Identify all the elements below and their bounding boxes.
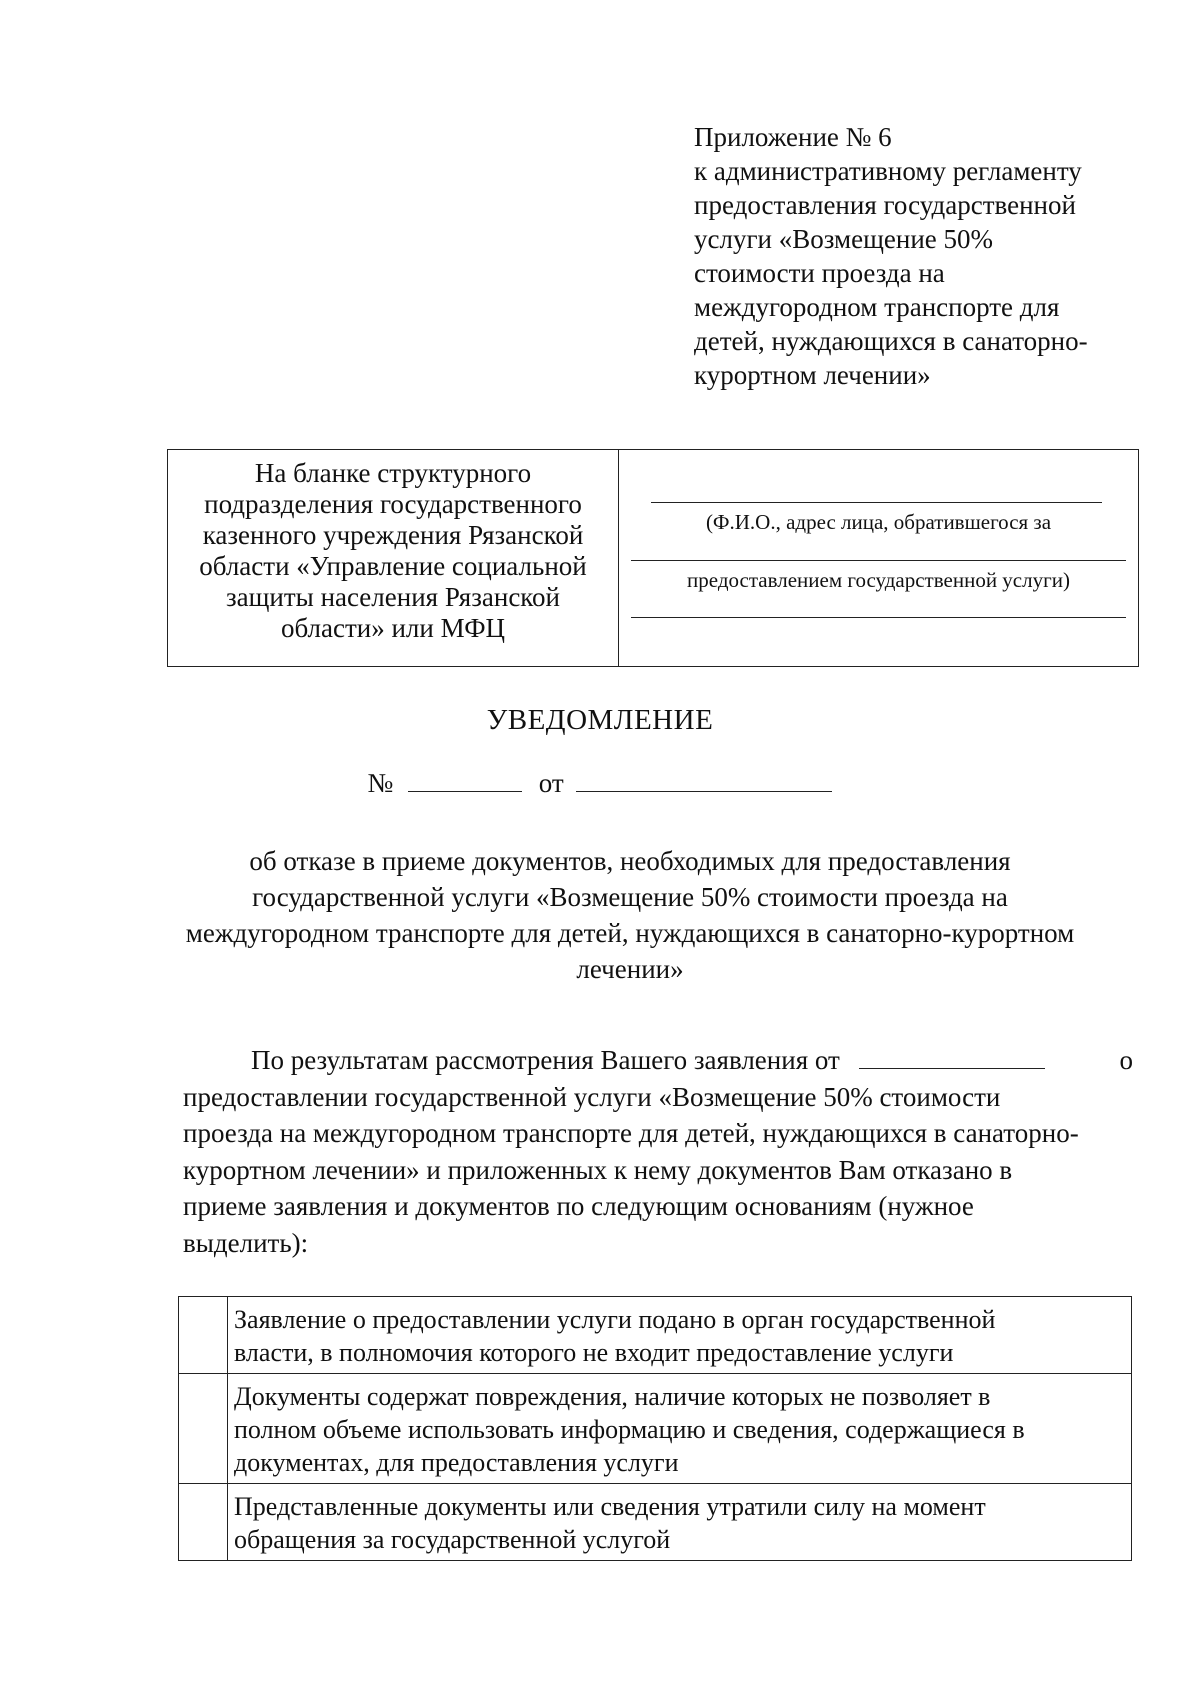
ground-text-cell bbox=[228, 1484, 1132, 1561]
body-text: выделить): bbox=[183, 1227, 309, 1258]
ground-text-cell bbox=[228, 1297, 1132, 1374]
number-label: № bbox=[367, 768, 394, 798]
sender-line: подразделения государственного bbox=[204, 489, 582, 519]
subject-line: лечении» bbox=[576, 954, 684, 984]
date-blank[interactable] bbox=[576, 769, 832, 792]
appendix-line: стоимости проезда на bbox=[694, 258, 945, 288]
sender-line: области «Управление социальной bbox=[199, 551, 587, 581]
ground-text-cell bbox=[228, 1374, 1132, 1484]
appendix-line: к административному регламенту bbox=[694, 156, 1082, 186]
body-line bbox=[183, 1152, 1133, 1189]
body-text: приеме заявления и документов по следующим основаниям (нужное bbox=[183, 1191, 974, 1221]
ground-line: Заявление о предоставлении услуги подано в орган государственной bbox=[234, 1305, 996, 1334]
ground-select-cell[interactable] bbox=[179, 1297, 228, 1374]
recipient-block bbox=[619, 450, 1138, 666]
ground-select-cell[interactable] bbox=[179, 1484, 228, 1561]
appendix-line: курортном лечении» bbox=[694, 360, 931, 390]
body-text: о bbox=[1119, 1045, 1133, 1075]
recipient-fill-line[interactable] bbox=[631, 560, 1126, 561]
body-line bbox=[183, 1225, 1133, 1262]
sender-line: области» или МФЦ bbox=[280, 613, 506, 643]
recipient-cell bbox=[619, 450, 1139, 667]
appendix-line: предоставления государственной bbox=[694, 190, 1076, 220]
sender-cell bbox=[168, 450, 619, 667]
appendix-line: междугородном транспорте для bbox=[694, 292, 1060, 322]
ground-line: власти, в полномочия которого не входит предоставление услуги bbox=[234, 1338, 954, 1367]
date-label: от bbox=[538, 768, 564, 798]
body-line bbox=[183, 1079, 1133, 1116]
ground-line: документах, для предоставления услуги bbox=[234, 1448, 679, 1477]
recipient-caption: предоставлением государственной услуги) bbox=[687, 568, 1070, 592]
body-text: По результатам рассмотрения Вашего заявления от bbox=[251, 1045, 840, 1075]
sender-block bbox=[168, 450, 618, 644]
body-line bbox=[183, 1042, 1133, 1079]
document-title: УВЕДОМЛЕНИЕ bbox=[486, 704, 714, 736]
ground-line: обращения за государственной услугой bbox=[234, 1525, 671, 1554]
subject-block bbox=[140, 843, 1120, 987]
recipient-caption: (Ф.И.О., адрес лица, обратившегося за bbox=[705, 510, 1052, 534]
appendix-block bbox=[694, 120, 1134, 392]
ground-row bbox=[179, 1374, 1132, 1484]
subject-line: государственной услуги «Возмещение 50% стоимости проезда на bbox=[252, 882, 1008, 912]
ground-row bbox=[179, 1297, 1132, 1374]
number-date-line bbox=[0, 768, 1200, 799]
body-line bbox=[183, 1115, 1133, 1152]
body-text: предоставлении государственной услуги «Возмещение 50% стоимости bbox=[183, 1081, 1001, 1112]
body-line bbox=[183, 1188, 1133, 1225]
sender-line: На бланке структурного bbox=[254, 458, 532, 488]
body-text: курортном лечении» и приложенных к нему документов Вам отказано в bbox=[183, 1154, 1013, 1185]
subject-line: об отказе в приеме документов, необходимых для предоставления bbox=[249, 846, 1011, 876]
number-blank[interactable] bbox=[408, 769, 522, 792]
application-date-blank[interactable] bbox=[859, 1046, 1045, 1069]
body-text: проезда на междугородном транспорте для детей, нуждающихся в санаторно- bbox=[183, 1118, 1079, 1148]
recipient-fill-line[interactable] bbox=[651, 502, 1102, 503]
recipient-fill-line[interactable] bbox=[631, 617, 1126, 618]
appendix-line: услуги «Возмещение 50% bbox=[694, 224, 993, 254]
ground-line: Документы содержат повреждения, наличие которых не позволяет в bbox=[234, 1382, 991, 1411]
grounds-table bbox=[178, 1296, 1132, 1561]
ground-row bbox=[179, 1484, 1132, 1561]
ground-line: полном объеме использовать информацию и сведения, содержащиеся в bbox=[234, 1415, 1025, 1444]
body-paragraph bbox=[183, 1042, 1133, 1261]
ground-line: Представленные документы или сведения утратили силу на момент bbox=[234, 1492, 986, 1521]
header-table bbox=[167, 449, 1139, 667]
appendix-line: детей, нуждающихся в санаторно- bbox=[694, 326, 1088, 356]
subject-line: междугородном транспорте для детей, нуждающихся в санаторно-курортном bbox=[185, 918, 1075, 948]
sender-line: защиты населения Рязанской bbox=[225, 582, 561, 612]
ground-select-cell[interactable] bbox=[179, 1374, 228, 1484]
appendix-line: Приложение № 6 bbox=[694, 122, 892, 152]
sender-line: казенного учреждения Рязанской bbox=[202, 520, 584, 550]
